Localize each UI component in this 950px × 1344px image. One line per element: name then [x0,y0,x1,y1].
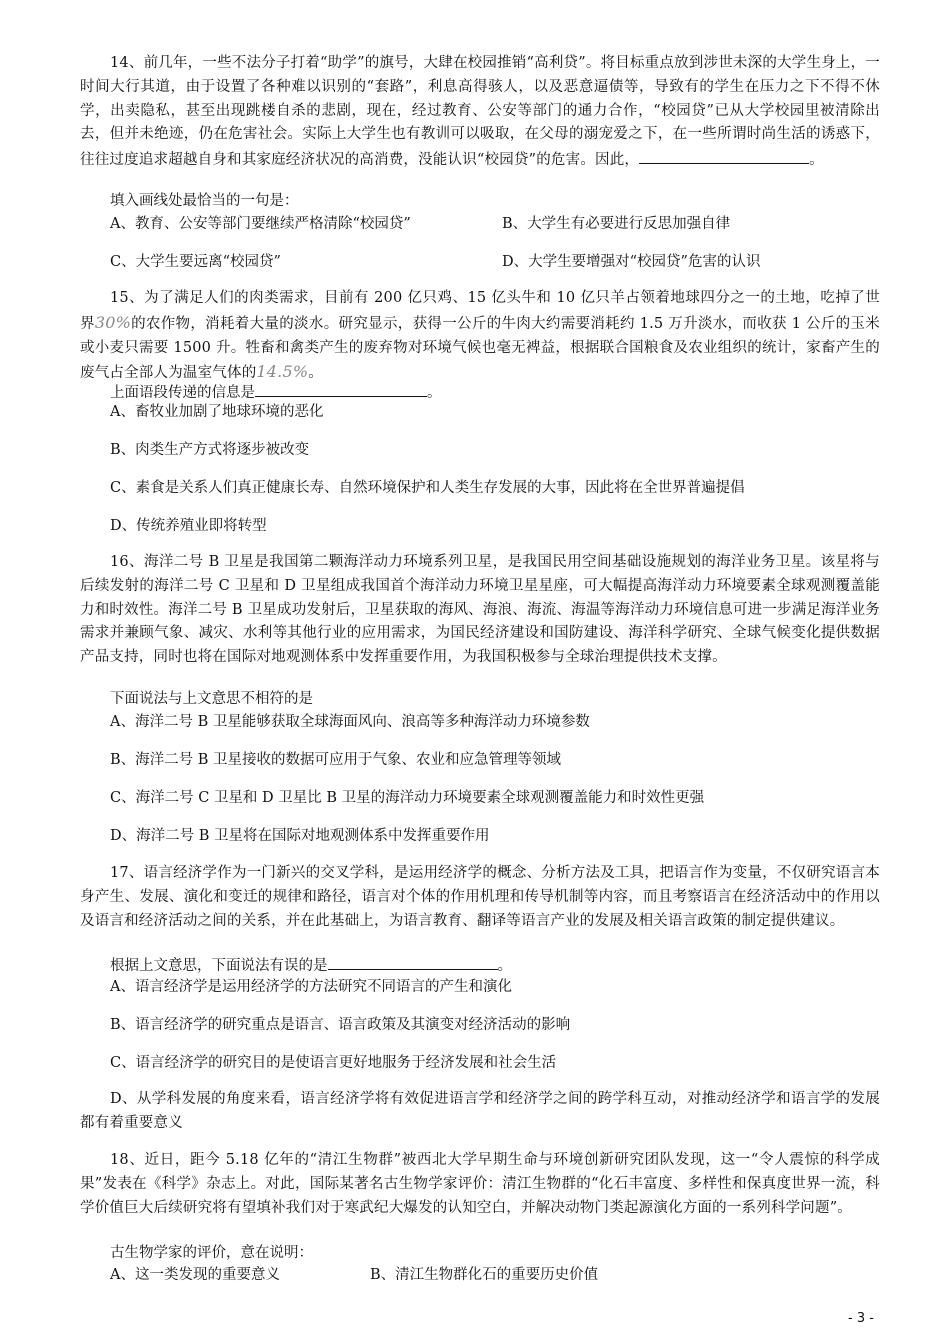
q17-answer-blank [328,953,498,970]
q14-option-a: A、教育、公安等部门要继续严格清除“校园贷” [110,216,411,232]
q14-stem-text: 14、前几年，一些不法分子打着“助学”的旗号，大肆在校园推销“高利贷”。将目标重点放到涉世未深的大学生身上，一时间大行其道，由于设置了各种难以识别的“套路”，利息高得骇人，以及恶意逼债等，导致有的学生在压力之下不得不休学，出卖隐私，甚至出现跳楼自杀的悲剧，现在，经过教育、公安等部门的通力合作，“校园贷”已从大学校园里被清除出去，但并未绝迹，仍在危害社会。实际上大学生也有教训可以吸取，在父母的溺宠爱之下，在一些所谓时尚生活的诱惑下，往往过度追求超越自身和其家庭经济状况的高消费，没能认识“校园贷”的危害。因此， [80,55,880,169]
q17-option-a: A、语言经济学是运用经济学的方法研究不同语言的产生和演化 [110,979,512,995]
q15-option-c: C、素食是关系人们真正健康长寿、自然环境保护和人类生存发展的大事，因此将在全世界普遍提倡 [110,480,745,496]
q18-prompt: 古生物学家的评价，意在说明： [110,1245,313,1261]
q14-stem-end: 。 [809,152,824,169]
q16-option-d: D、海洋二号 B 卫星将在国际对地观测体系中发挥重要作用 [110,828,490,844]
q17-prompt-text: 根据上文意思，下面说法有误的是 [110,958,328,974]
q18-option-b: B、清江生物群化石的重要历史价值 [370,1267,599,1283]
q16-stem: 16、海洋二号 B 卫星是我国第二颗海洋动力环境系列卫星，是我国民用空间基础设施规划的海洋业务卫星。该星将与后续发射的海洋二号 C 卫星和 D 卫星组成我国首个海洋动力环境卫星星座，可大幅提高海洋动力环境要素全球观测覆盖能力和时效性。海洋二号 B 卫星成功发射后，卫星获取的海风、海浪、海流、海温等海洋动力环境信息可进一步满足海洋业务需求并兼顾气象、减灾、水利等其他行业的应用需求，为国民经济建设和国防建设、海洋科学研究、全球气候变化提供数据产品支持，同时也将在国际对地观测体系中发挥重要作用，为我国积极参与全球治理提供技术支撑。 [80,554,880,666]
q17-option-c: C、语言经济学的研究目的是使语言更好地服务于经济发展和社会生活 [110,1055,557,1071]
q14-option-d: D、大学生要增强对“校园贷”危害的认识 [502,254,761,270]
q15-prompt-text: 上面语段传递的信息是 [110,385,255,401]
q14-stem [80,52,880,173]
q17-option-b: B、语言经济学的研究重点是语言、语言政策及其演变对经济活动的影响 [110,1017,571,1033]
q18-option-a: A、这一类发现的重要意义 [110,1267,280,1283]
q15-stem-end: 。 [308,365,323,382]
q15-stem-part-2: 的农作物，消耗着大量的淡水。研究显示，获得一公斤的牛肉大约需要消耗约 1.5 万升淡水，而收获 1 公斤的玉米或小麦只需要 1500 升。牲畜和禽类产生的废弃物对环境气候也毫无裨益，根据联合国粮食及农业组织的统计，家畜产生的废气占全部人为温室气体的 [80,315,881,382]
q15-answer-blank [255,380,427,397]
q15-percent-30: 30% [94,312,131,332]
q16-option-c: C、海洋二号 C 卫星和 D 卫星比 B 卫星的海洋动力环境要素全球观测覆盖能力和时效性更强 [110,790,705,806]
q15-stem-part-1: 15、为了满足人们的肉类需求，目前有 200 亿只鸡、15 亿头牛和 10 亿只羊占领着地球四分之一的土地，吃掉了世界 [80,290,880,332]
page-number: - 3 - [848,1311,874,1326]
q15-percent-14-5: 14.5% [256,362,309,382]
q15-stem [80,287,880,386]
q16-prompt: 下面说法与上文意思不相符的是 [110,691,313,707]
q17-prompt [110,953,512,977]
q14-answer-blank [639,147,809,164]
q15-option-b: B、肉类生产方式将逐步被改变 [110,442,310,458]
q17-option-d: D、从学科发展的角度来看，语言经济学将有效促进语言学和经济学之间的跨学科互动，对推动经济学和语言学的发展都有着重要意义 [80,1091,880,1131]
q17-stem: 17、语言经济学作为一门新兴的交叉学科，是运用经济学的概念、分析方法及工具，把语言作为变量，不仅研究语言本身产生、发展、演化和变迁的规律和路径，语言对个体的作用机理和传导机制等内容，而且考察语言在经济活动中的作用以及语言和经济活动之间的关系，并在此基础上，为语言教育、翻译等语言产业的发展及相关语言政策的制定提供建议。 [80,865,880,929]
q14-prompt: 填入画线处最恰当的一句是： [110,193,299,209]
q16-option-a: A、海洋二号 B 卫星能够获取全球海面风向、浪高等多种海洋动力环境参数 [110,714,590,730]
q14-option-c: C、大学生要远离“校园贷” [110,254,281,270]
q15-prompt-end: 。 [427,385,442,401]
q14-option-b: B、大学生有必要进行反思加强自律 [502,216,731,232]
q15-option-d: D、传统养殖业即将转型 [110,518,267,534]
q16-option-b: B、海洋二号 B 卫星接收的数据可应用于气象、农业和应急管理等领域 [110,752,562,768]
q15-option-a: A、畜牧业加剧了地球环境的恶化 [110,404,324,420]
q18-stem: 18、近日，距今 5.18 亿年的“清江生物群”被西北大学早期生命与环境创新研究团队发现，这一“令人震惊的科学成果”发表在《科学》杂志上。对此，国际某著名古生物学家评价：清江生物群的“化石丰富度、多样性和保真度世界一流，科学价值巨大后续研究将有望填补我们对于寒武纪大爆发的认知空白，并解决动物门类起源演化方面的一系列科学问题”。 [80,1152,880,1216]
q17-prompt-end: 。 [497,958,512,974]
